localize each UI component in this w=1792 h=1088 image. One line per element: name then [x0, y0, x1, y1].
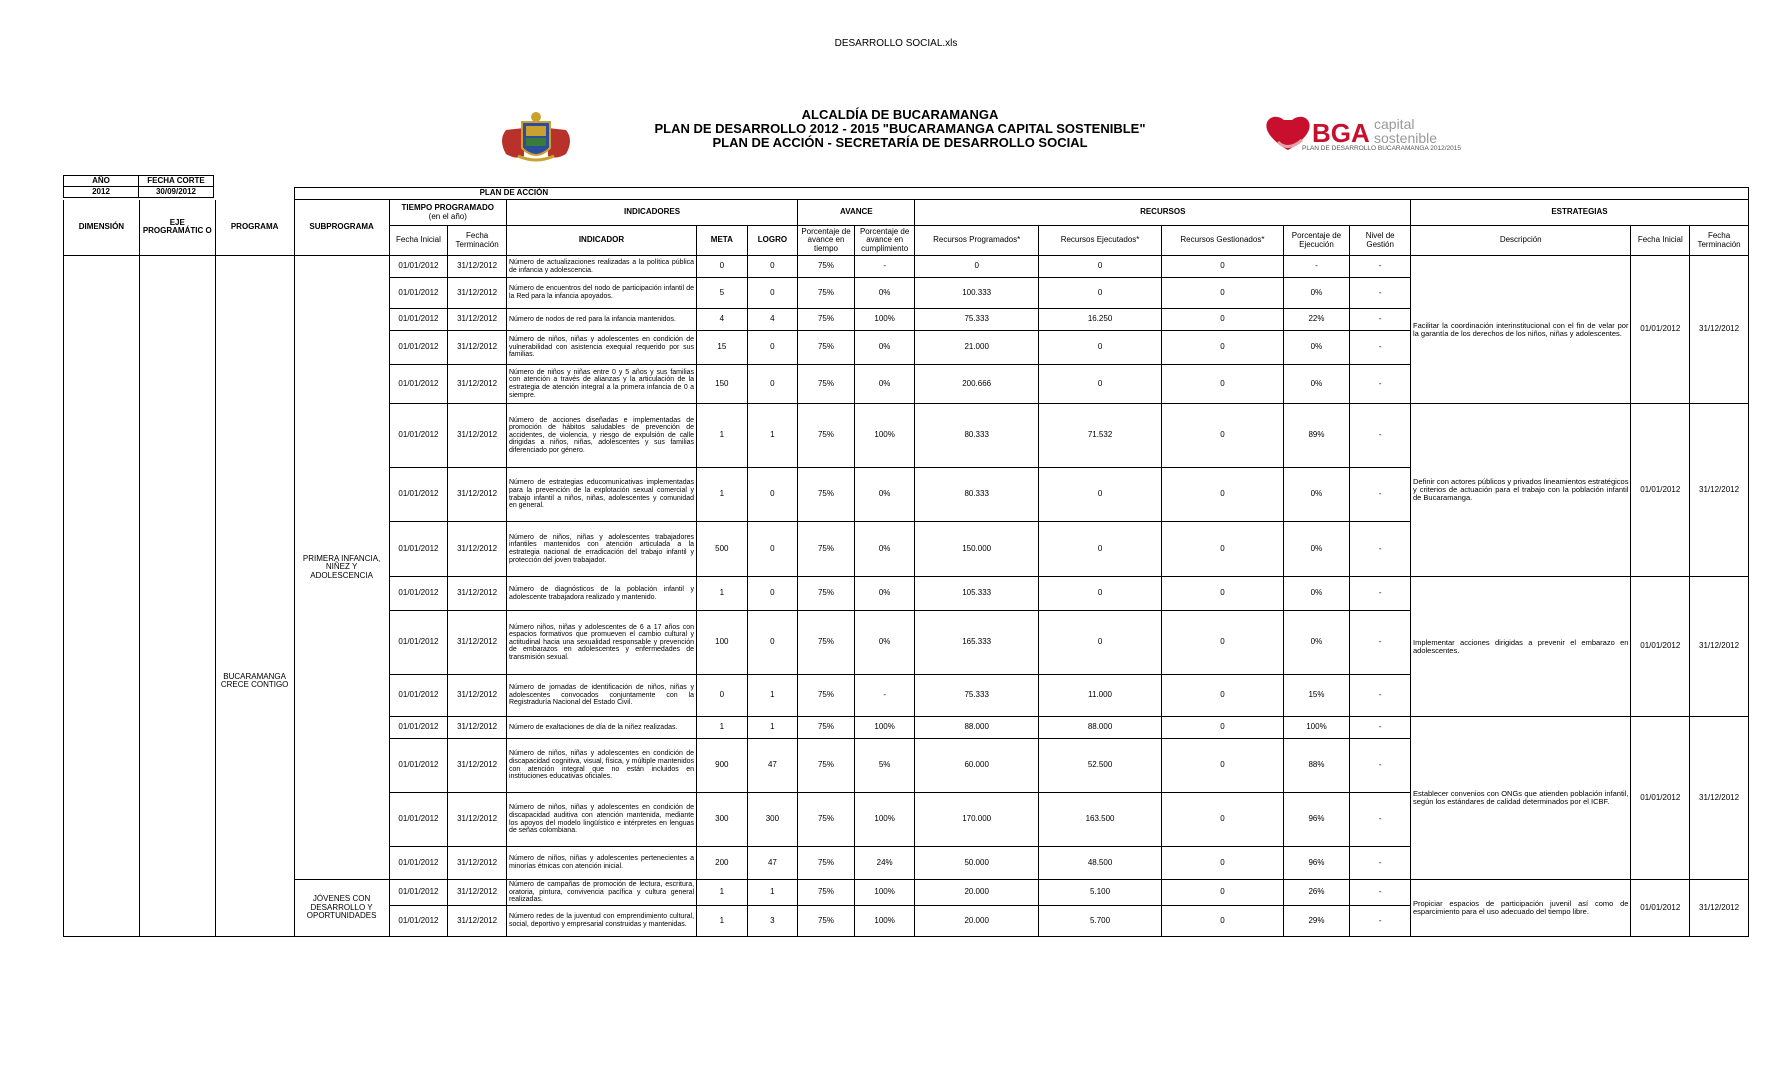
fecha-terminacion-cell: 31/12/2012	[448, 880, 507, 906]
recursos-programados-cell: 80.333	[915, 468, 1038, 522]
pct-cumplimiento-cell: 100%	[854, 404, 915, 468]
pct-tiempo-cell: 75%	[798, 309, 855, 331]
tiempo-title: TIEMPO PROGRAMADO	[401, 203, 494, 212]
logro-cell: 0	[747, 577, 798, 611]
indicador-cell: Número de niños, niñas y adolescentes trabajadores infantiles mantenidos con atención articulada a la estrategia nacional de erradicación del trabajo infantil y protección del joven trabajador.	[506, 522, 696, 577]
estrategia-descripcion: Implementar acciones dirigidas a prevenir el embarazo en adolescentes.	[1411, 577, 1631, 717]
col-avance: AVANCE	[798, 200, 915, 226]
dimension-cell	[64, 256, 140, 937]
pct-cumplimiento-cell: 24%	[854, 847, 915, 880]
fecha-inicial-cell: 01/01/2012	[389, 278, 448, 309]
col-pct-ejecucion: Porcentaje de Ejecución	[1283, 226, 1350, 256]
year-label: AÑO	[64, 176, 139, 187]
logo-text-2: sostenible	[1374, 130, 1438, 146]
pct-ejecucion-cell: 0%	[1283, 331, 1350, 365]
fecha-terminacion-cell: 31/12/2012	[448, 793, 507, 847]
pct-ejecucion-cell: 0%	[1283, 522, 1350, 577]
meta-cell: 1	[697, 468, 748, 522]
pct-cumplimiento-cell: 100%	[854, 905, 915, 936]
nivel-gestion-cell: -	[1350, 278, 1411, 309]
recursos-programados-cell: 20.000	[915, 905, 1038, 936]
pct-cumplimiento-cell: 0%	[854, 365, 915, 404]
table-row	[64, 880, 1749, 906]
fecha-terminacion-cell: 31/12/2012	[448, 847, 507, 880]
fecha-inicial-cell: 01/01/2012	[389, 739, 448, 793]
logro-cell: 300	[747, 793, 798, 847]
pct-ejecucion-cell: 0%	[1283, 278, 1350, 309]
pct-tiempo-cell: 75%	[798, 847, 855, 880]
col-recursos-gestionados: Recursos Gestionados*	[1162, 226, 1283, 256]
subprograma-label: PRIMERA INFANCIA, NIÑEZ Y ADOLESCENCIA	[302, 553, 381, 580]
indicador-cell: Número de campañas de promoción de lectura, escritura, oratoria, pintura, convivencia pacífica y cultura general realizadas.	[506, 880, 696, 906]
meta-cell: 0	[697, 256, 748, 278]
meta-cell: 0	[697, 675, 748, 717]
nivel-gestion-cell: -	[1350, 880, 1411, 906]
title-line-2: PLAN DE DESARROLLO 2012 - 2015 "BUCARAMANGA CAPITAL SOSTENIBLE"	[654, 121, 1146, 136]
action-plan-table	[63, 187, 1749, 937]
recursos-gestionados-cell: 0	[1162, 331, 1283, 365]
logro-cell: 47	[747, 847, 798, 880]
fecha-inicial-cell: 01/01/2012	[389, 468, 448, 522]
recursos-gestionados-cell: 0	[1162, 577, 1283, 611]
fecha-inicial-cell: 01/01/2012	[389, 717, 448, 739]
recursos-gestionados-cell: 0	[1162, 675, 1283, 717]
recursos-gestionados-cell: 0	[1162, 717, 1283, 739]
recursos-programados-cell: 20.000	[915, 880, 1038, 906]
pct-cumplimiento-cell: -	[854, 256, 915, 278]
recursos-ejecutados-cell: 0	[1038, 468, 1161, 522]
programa-cell-cont	[215, 880, 294, 937]
cut-date-value: 30/09/2012	[139, 187, 214, 198]
col-indicador: INDICADOR	[506, 226, 696, 256]
pct-ejecucion-cell: 0%	[1283, 468, 1350, 522]
fecha-terminacion-cell: 31/12/2012	[448, 256, 507, 278]
col-estrategia-fecha-terminacion: Fecha Terminación	[1690, 226, 1749, 256]
estrategia-descripcion: Definir con actores públicos y privados lineamientos estratégicos y criterios de actuación para el trabajo con la población infantil de Bucaramanga.	[1411, 404, 1631, 577]
meta-cell: 1	[697, 717, 748, 739]
pct-tiempo-cell: 75%	[798, 717, 855, 739]
subprograma-cell	[294, 256, 389, 880]
recursos-programados-cell: 50.000	[915, 847, 1038, 880]
pct-cumplimiento-cell: 0%	[854, 577, 915, 611]
programa-cell	[215, 256, 294, 880]
meta-cell: 5	[697, 278, 748, 309]
nivel-gestion-cell: -	[1350, 522, 1411, 577]
meta-cell: 1	[697, 905, 748, 936]
fecha-inicial-cell: 01/01/2012	[389, 522, 448, 577]
pct-cumplimiento-cell: 0%	[854, 611, 915, 675]
pct-ejecucion-cell: 96%	[1283, 793, 1350, 847]
meta-cell: 15	[697, 331, 748, 365]
logro-cell: 47	[747, 739, 798, 793]
meta-cell: 4	[697, 309, 748, 331]
pct-tiempo-cell: 75%	[798, 365, 855, 404]
fecha-inicial-cell: 01/01/2012	[389, 577, 448, 611]
fecha-terminacion-cell: 31/12/2012	[448, 309, 507, 331]
pct-ejecucion-cell: 29%	[1283, 905, 1350, 936]
pct-cumplimiento-cell: 100%	[854, 309, 915, 331]
indicador-cell: Número niños, niñas y adolescentes de 6 a 17 años con espacios formativos que promueven el cambio cultural y actitudinal hacia una sexualidad responsable y prevención de embarazos en adolescentes y enfermedades de transmisión sexual.	[506, 611, 696, 675]
recursos-programados-cell: 150.000	[915, 522, 1038, 577]
meta-cell: 1	[697, 577, 748, 611]
col-fecha-inicial: Fecha Inicial	[389, 226, 448, 256]
col-programa: PROGRAMA	[215, 200, 294, 256]
recursos-programados-cell: 80.333	[915, 404, 1038, 468]
indicador-cell: Número de encuentros del nodo de participación infantil de la Red para la infancia apoyados.	[506, 278, 696, 309]
recursos-gestionados-cell: 0	[1162, 793, 1283, 847]
nivel-gestion-cell: -	[1350, 905, 1411, 936]
col-recursos-programados: Recursos Programados*	[915, 226, 1038, 256]
recursos-gestionados-cell: 0	[1162, 468, 1283, 522]
fecha-inicial-cell: 01/01/2012	[389, 256, 448, 278]
nivel-gestion-cell: -	[1350, 309, 1411, 331]
fecha-inicial-cell: 01/01/2012	[389, 404, 448, 468]
logro-cell: 0	[747, 331, 798, 365]
pct-ejecucion-cell: -	[1283, 256, 1350, 278]
plan-de-accion-header: PLAN DE ACCIÓN	[294, 188, 1748, 200]
estrategia-fecha-terminacion: 31/12/2012	[1690, 717, 1749, 880]
recursos-ejecutados-cell: 0	[1038, 256, 1161, 278]
pct-ejecucion-cell: 26%	[1283, 880, 1350, 906]
recursos-programados-cell: 200.666	[915, 365, 1038, 404]
indicador-cell: Número de niños, niñas y adolescentes en condición de discapacidad cognitiva, visual, física, y múltiple mantenidos con atención integral que no están incluidos en instituciones educativas oficiales.	[506, 739, 696, 793]
logro-cell: 0	[747, 256, 798, 278]
pct-ejecucion-cell: 88%	[1283, 739, 1350, 793]
recursos-ejecutados-cell: 0	[1038, 365, 1161, 404]
recursos-gestionados-cell: 0	[1162, 739, 1283, 793]
recursos-programados-cell: 21.000	[915, 331, 1038, 365]
meta-cell: 500	[697, 522, 748, 577]
fecha-terminacion-cell: 31/12/2012	[448, 278, 507, 309]
pct-tiempo-cell: 75%	[798, 522, 855, 577]
estrategia-fecha-inicial: 01/01/2012	[1631, 717, 1690, 880]
recursos-gestionados-cell: 0	[1162, 365, 1283, 404]
recursos-gestionados-cell: 0	[1162, 256, 1283, 278]
nivel-gestion-cell: -	[1350, 611, 1411, 675]
recursos-ejecutados-cell: 0	[1038, 577, 1161, 611]
pct-ejecucion-cell: 15%	[1283, 675, 1350, 717]
recursos-ejecutados-cell: 16.250	[1038, 309, 1161, 331]
nivel-gestion-cell: -	[1350, 365, 1411, 404]
fecha-inicial-cell: 01/01/2012	[389, 847, 448, 880]
fecha-terminacion-cell: 31/12/2012	[448, 905, 507, 936]
table-row	[64, 256, 1749, 278]
recursos-gestionados-cell: 0	[1162, 522, 1283, 577]
nivel-gestion-cell: -	[1350, 717, 1411, 739]
tiempo-subtitle: (en el año)	[428, 211, 467, 221]
logro-cell: 0	[747, 611, 798, 675]
col-tiempo-programado	[389, 200, 506, 226]
document-title-block	[560, 108, 1240, 150]
indicador-cell: Número redes de la juventud con emprendimiento cultural, social, deportivo y empresarial construidas y mantenidas.	[506, 905, 696, 936]
estrategia-fecha-terminacion: 31/12/2012	[1690, 256, 1749, 404]
col-estrategia-fecha-inicial: Fecha Inicial	[1631, 226, 1690, 256]
recursos-gestionados-cell: 0	[1162, 404, 1283, 468]
recursos-ejecutados-cell: 0	[1038, 278, 1161, 309]
nivel-gestion-cell: -	[1350, 404, 1411, 468]
estrategia-fecha-inicial: 01/01/2012	[1631, 880, 1690, 937]
logro-cell: 1	[747, 675, 798, 717]
pct-ejecucion-cell: 100%	[1283, 717, 1350, 739]
col-pct-tiempo: Porcentaje de avance en tiempo	[798, 226, 855, 256]
indicador-cell: Número de estrategias educomunicativas implementadas para la prevención de la explotación sexual comercial y trabajo infantil a niños, niñas, adolescentes y comunidad en general.	[506, 468, 696, 522]
indicador-cell: Número de nodos de red para la infancia mantenidos.	[506, 309, 696, 331]
fecha-terminacion-cell: 31/12/2012	[448, 522, 507, 577]
indicador-cell: Número de diagnósticos de la población infantil y adolescente trabajadora realizado y mantenido.	[506, 577, 696, 611]
pct-cumplimiento-cell: 0%	[854, 331, 915, 365]
recursos-ejecutados-cell: 71.532	[1038, 404, 1161, 468]
recursos-ejecutados-cell: 52.500	[1038, 739, 1161, 793]
logro-cell: 3	[747, 905, 798, 936]
col-dimension: DIMENSIÓN	[64, 200, 140, 256]
year-value: 2012	[64, 187, 139, 198]
pct-ejecucion-cell: 96%	[1283, 847, 1350, 880]
col-fecha-terminacion: Fecha Terminación	[448, 226, 507, 256]
col-logro: LOGRO	[747, 226, 798, 256]
fecha-terminacion-cell: 31/12/2012	[448, 739, 507, 793]
subprograma-cell	[294, 880, 389, 937]
fecha-terminacion-cell: 31/12/2012	[448, 577, 507, 611]
recursos-ejecutados-cell: 0	[1038, 611, 1161, 675]
recursos-programados-cell: 60.000	[915, 739, 1038, 793]
pct-cumplimiento-cell: 0%	[854, 468, 915, 522]
fecha-inicial-cell: 01/01/2012	[389, 675, 448, 717]
recursos-gestionados-cell: 0	[1162, 880, 1283, 906]
pct-tiempo-cell: 75%	[798, 468, 855, 522]
col-indicadores: INDICADORES	[506, 200, 797, 226]
indicador-cell: Número de niños, niñas y adolescentes en condición de discapacidad auditiva con atención mantenida, mediante los apoyos del modelo lingüístico e intérpretes en lenguas de señas colombiana.	[506, 793, 696, 847]
meta-cell: 1	[697, 404, 748, 468]
col-recursos: RECURSOS	[915, 200, 1411, 226]
recursos-ejecutados-cell: 11.000	[1038, 675, 1161, 717]
programa-label: BUCARAMANGA CRECE CONTIGO	[220, 671, 289, 689]
fecha-terminacion-cell: 31/12/2012	[448, 468, 507, 522]
indicador-cell: Número de niños y niñas entre 0 y 5 años y sus familias con atención a través de alianzas y la articulación de la estrategia de atención integral a la primera infancia de 0 a siempre.	[506, 365, 696, 404]
recursos-ejecutados-cell: 88.000	[1038, 717, 1161, 739]
logro-cell: 1	[747, 880, 798, 906]
fecha-inicial-cell: 01/01/2012	[389, 331, 448, 365]
title-line-1: ALCALDÍA DE BUCARAMANGA	[801, 107, 999, 122]
nivel-gestion-cell: -	[1350, 793, 1411, 847]
meta-cell: 100	[697, 611, 748, 675]
meta-cell: 900	[697, 739, 748, 793]
nivel-gestion-cell: -	[1350, 675, 1411, 717]
recursos-gestionados-cell: 0	[1162, 905, 1283, 936]
estrategia-fecha-inicial: 01/01/2012	[1631, 577, 1690, 717]
logro-cell: 0	[747, 278, 798, 309]
estrategia-descripcion: Propiciar espacios de participación juvenil así como de esparcimiento para el uso adecuado del tiempo libre.	[1411, 880, 1631, 937]
recursos-programados-cell: 100.333	[915, 278, 1038, 309]
indicador-cell: Número de jornadas de identificación de niños, niñas y adolescentes convocados conjuntamente con la Registraduría Nacional del Estado Civil.	[506, 675, 696, 717]
pct-cumplimiento-cell: 100%	[854, 880, 915, 906]
pct-tiempo-cell: 75%	[798, 880, 855, 906]
indicador-cell: Número de actualizaciones realizadas a la política pública de infancia y adolescencia.	[506, 256, 696, 278]
document-filename: DESARROLLO SOCIAL.xls	[834, 38, 958, 49]
estrategia-fecha-terminacion: 31/12/2012	[1690, 880, 1749, 937]
col-estrategias: ESTRATEGIAS	[1411, 200, 1749, 226]
fecha-terminacion-cell: 31/12/2012	[448, 611, 507, 675]
logro-cell: 0	[747, 365, 798, 404]
meta-cell: 300	[697, 793, 748, 847]
logro-cell: 4	[747, 309, 798, 331]
indicador-cell: Número de niños, niñas y adolescentes en condición de vulnerabilidad con asistencia exequial requerido por sus familias.	[506, 331, 696, 365]
pct-ejecucion-cell: 89%	[1283, 404, 1350, 468]
estrategia-fecha-terminacion: 31/12/2012	[1690, 577, 1749, 717]
pct-tiempo-cell: 75%	[798, 675, 855, 717]
logro-cell: 0	[747, 468, 798, 522]
fecha-terminacion-cell: 31/12/2012	[448, 404, 507, 468]
cut-date-label: FECHA CORTE	[139, 176, 214, 187]
recursos-gestionados-cell: 0	[1162, 278, 1283, 309]
pct-ejecucion-cell: 22%	[1283, 309, 1350, 331]
indicador-cell: Número de acciones diseñadas e implementadas de promoción de hábitos saludables de prevención de accidentes, de violencia, y riesgo de expulsión de calle dirigidas a niños, niñas, adolescentes y sus familias diferenciado por género.	[506, 404, 696, 468]
fecha-inicial-cell: 01/01/2012	[389, 793, 448, 847]
recursos-programados-cell: 165.333	[915, 611, 1038, 675]
estrategia-fecha-terminacion: 31/12/2012	[1690, 404, 1749, 577]
logo-mark: BGA	[1312, 118, 1370, 148]
pct-ejecucion-cell: 0%	[1283, 611, 1350, 675]
logo-subtitle: PLAN DE DESARROLLO BUCARAMANGA 2012/2015	[1302, 145, 1461, 152]
estrategia-fecha-inicial: 01/01/2012	[1631, 404, 1690, 577]
recursos-programados-cell: 105.333	[915, 577, 1038, 611]
meta-cell: 200	[697, 847, 748, 880]
subprograma-label: JÓVENES CON DESARROLLO Y OPORTUNIDADES	[306, 894, 377, 921]
recursos-programados-cell: 88.000	[915, 717, 1038, 739]
title-line-3: PLAN DE ACCIÓN - SECRETARÍA DE DESARROLLO SOCIAL	[712, 135, 1088, 150]
pct-tiempo-cell: 75%	[798, 611, 855, 675]
pct-ejecucion-cell: 0%	[1283, 577, 1350, 611]
nivel-gestion-cell: -	[1350, 256, 1411, 278]
col-descripcion: Descripción	[1411, 226, 1631, 256]
pct-cumplimiento-cell: 100%	[854, 793, 915, 847]
logro-cell: 0	[747, 522, 798, 577]
fecha-terminacion-cell: 31/12/2012	[448, 365, 507, 404]
nivel-gestion-cell: -	[1350, 847, 1411, 880]
recursos-ejecutados-cell: 5.700	[1038, 905, 1161, 936]
pct-cumplimiento-cell: 0%	[854, 522, 915, 577]
fecha-inicial-cell: 01/01/2012	[389, 880, 448, 906]
fecha-inicial-cell: 01/01/2012	[389, 365, 448, 404]
meta-cell: 150	[697, 365, 748, 404]
nivel-gestion-cell: -	[1350, 468, 1411, 522]
pct-tiempo-cell: 75%	[798, 577, 855, 611]
fecha-inicial-cell: 01/01/2012	[389, 611, 448, 675]
indicador-cell: Número de niños, niñas y adolescentes pertenecientes a minorías étnicas con atención inicial.	[506, 847, 696, 880]
logro-cell: 1	[747, 404, 798, 468]
pct-ejecucion-cell: 0%	[1283, 365, 1350, 404]
pct-tiempo-cell: 75%	[798, 905, 855, 936]
pct-cumplimiento-cell: 0%	[854, 278, 915, 309]
recursos-gestionados-cell: 0	[1162, 611, 1283, 675]
col-nivel-gestion: Nivel de Gestión	[1350, 226, 1411, 256]
pct-cumplimiento-cell: -	[854, 675, 915, 717]
col-pct-cumplimiento: Porcentaje de avance en cumplimiento	[854, 226, 915, 256]
recursos-ejecutados-cell: 5.100	[1038, 880, 1161, 906]
meta-cell: 1	[697, 880, 748, 906]
recursos-programados-cell: 75.333	[915, 675, 1038, 717]
col-subprograma: SUBPROGRAMA	[294, 200, 389, 256]
estrategia-descripcion: Establecer convenios con ONGs que atienden población infantil, según los estándares de calidad determinados por el ICBF.	[1411, 717, 1631, 880]
indicador-cell: Número de exaltaciones de día de la niñez realizadas.	[506, 717, 696, 739]
fecha-terminacion-cell: 31/12/2012	[448, 331, 507, 365]
col-meta: META	[697, 226, 748, 256]
pct-tiempo-cell: 75%	[798, 739, 855, 793]
pct-tiempo-cell: 75%	[798, 404, 855, 468]
pct-tiempo-cell: 75%	[798, 256, 855, 278]
logo-text-1: capital	[1374, 116, 1415, 132]
pct-tiempo-cell: 75%	[798, 278, 855, 309]
recursos-programados-cell: 75.333	[915, 309, 1038, 331]
fecha-terminacion-cell: 31/12/2012	[448, 675, 507, 717]
col-recursos-ejecutados: Recursos Ejecutados*	[1038, 226, 1161, 256]
recursos-gestionados-cell: 0	[1162, 847, 1283, 880]
fecha-inicial-cell: 01/01/2012	[389, 309, 448, 331]
recursos-programados-cell: 0	[915, 256, 1038, 278]
recursos-ejecutados-cell: 48.500	[1038, 847, 1161, 880]
logro-cell: 1	[747, 717, 798, 739]
fecha-inicial-cell: 01/01/2012	[389, 905, 448, 936]
estrategia-fecha-inicial: 01/01/2012	[1631, 256, 1690, 404]
nivel-gestion-cell: -	[1350, 577, 1411, 611]
recursos-ejecutados-cell: 163.500	[1038, 793, 1161, 847]
nivel-gestion-cell: -	[1350, 739, 1411, 793]
recursos-programados-cell: 170.000	[915, 793, 1038, 847]
pct-tiempo-cell: 75%	[798, 793, 855, 847]
recursos-gestionados-cell: 0	[1162, 309, 1283, 331]
recursos-ejecutados-cell: 0	[1038, 331, 1161, 365]
pct-cumplimiento-cell: 100%	[854, 717, 915, 739]
recursos-ejecutados-cell: 0	[1038, 522, 1161, 577]
pct-cumplimiento-cell: 5%	[854, 739, 915, 793]
eje-cell	[139, 256, 215, 937]
col-eje: EJE PROGRAMÁTIC O	[139, 200, 215, 256]
fecha-terminacion-cell: 31/12/2012	[448, 717, 507, 739]
estrategia-descripcion: Facilitar la coordinación interinstitucional con el fin de velar por la garantía de los derechos de los niños, niñas y adolescentes.	[1411, 256, 1631, 404]
nivel-gestion-cell: -	[1350, 331, 1411, 365]
pct-tiempo-cell: 75%	[798, 331, 855, 365]
